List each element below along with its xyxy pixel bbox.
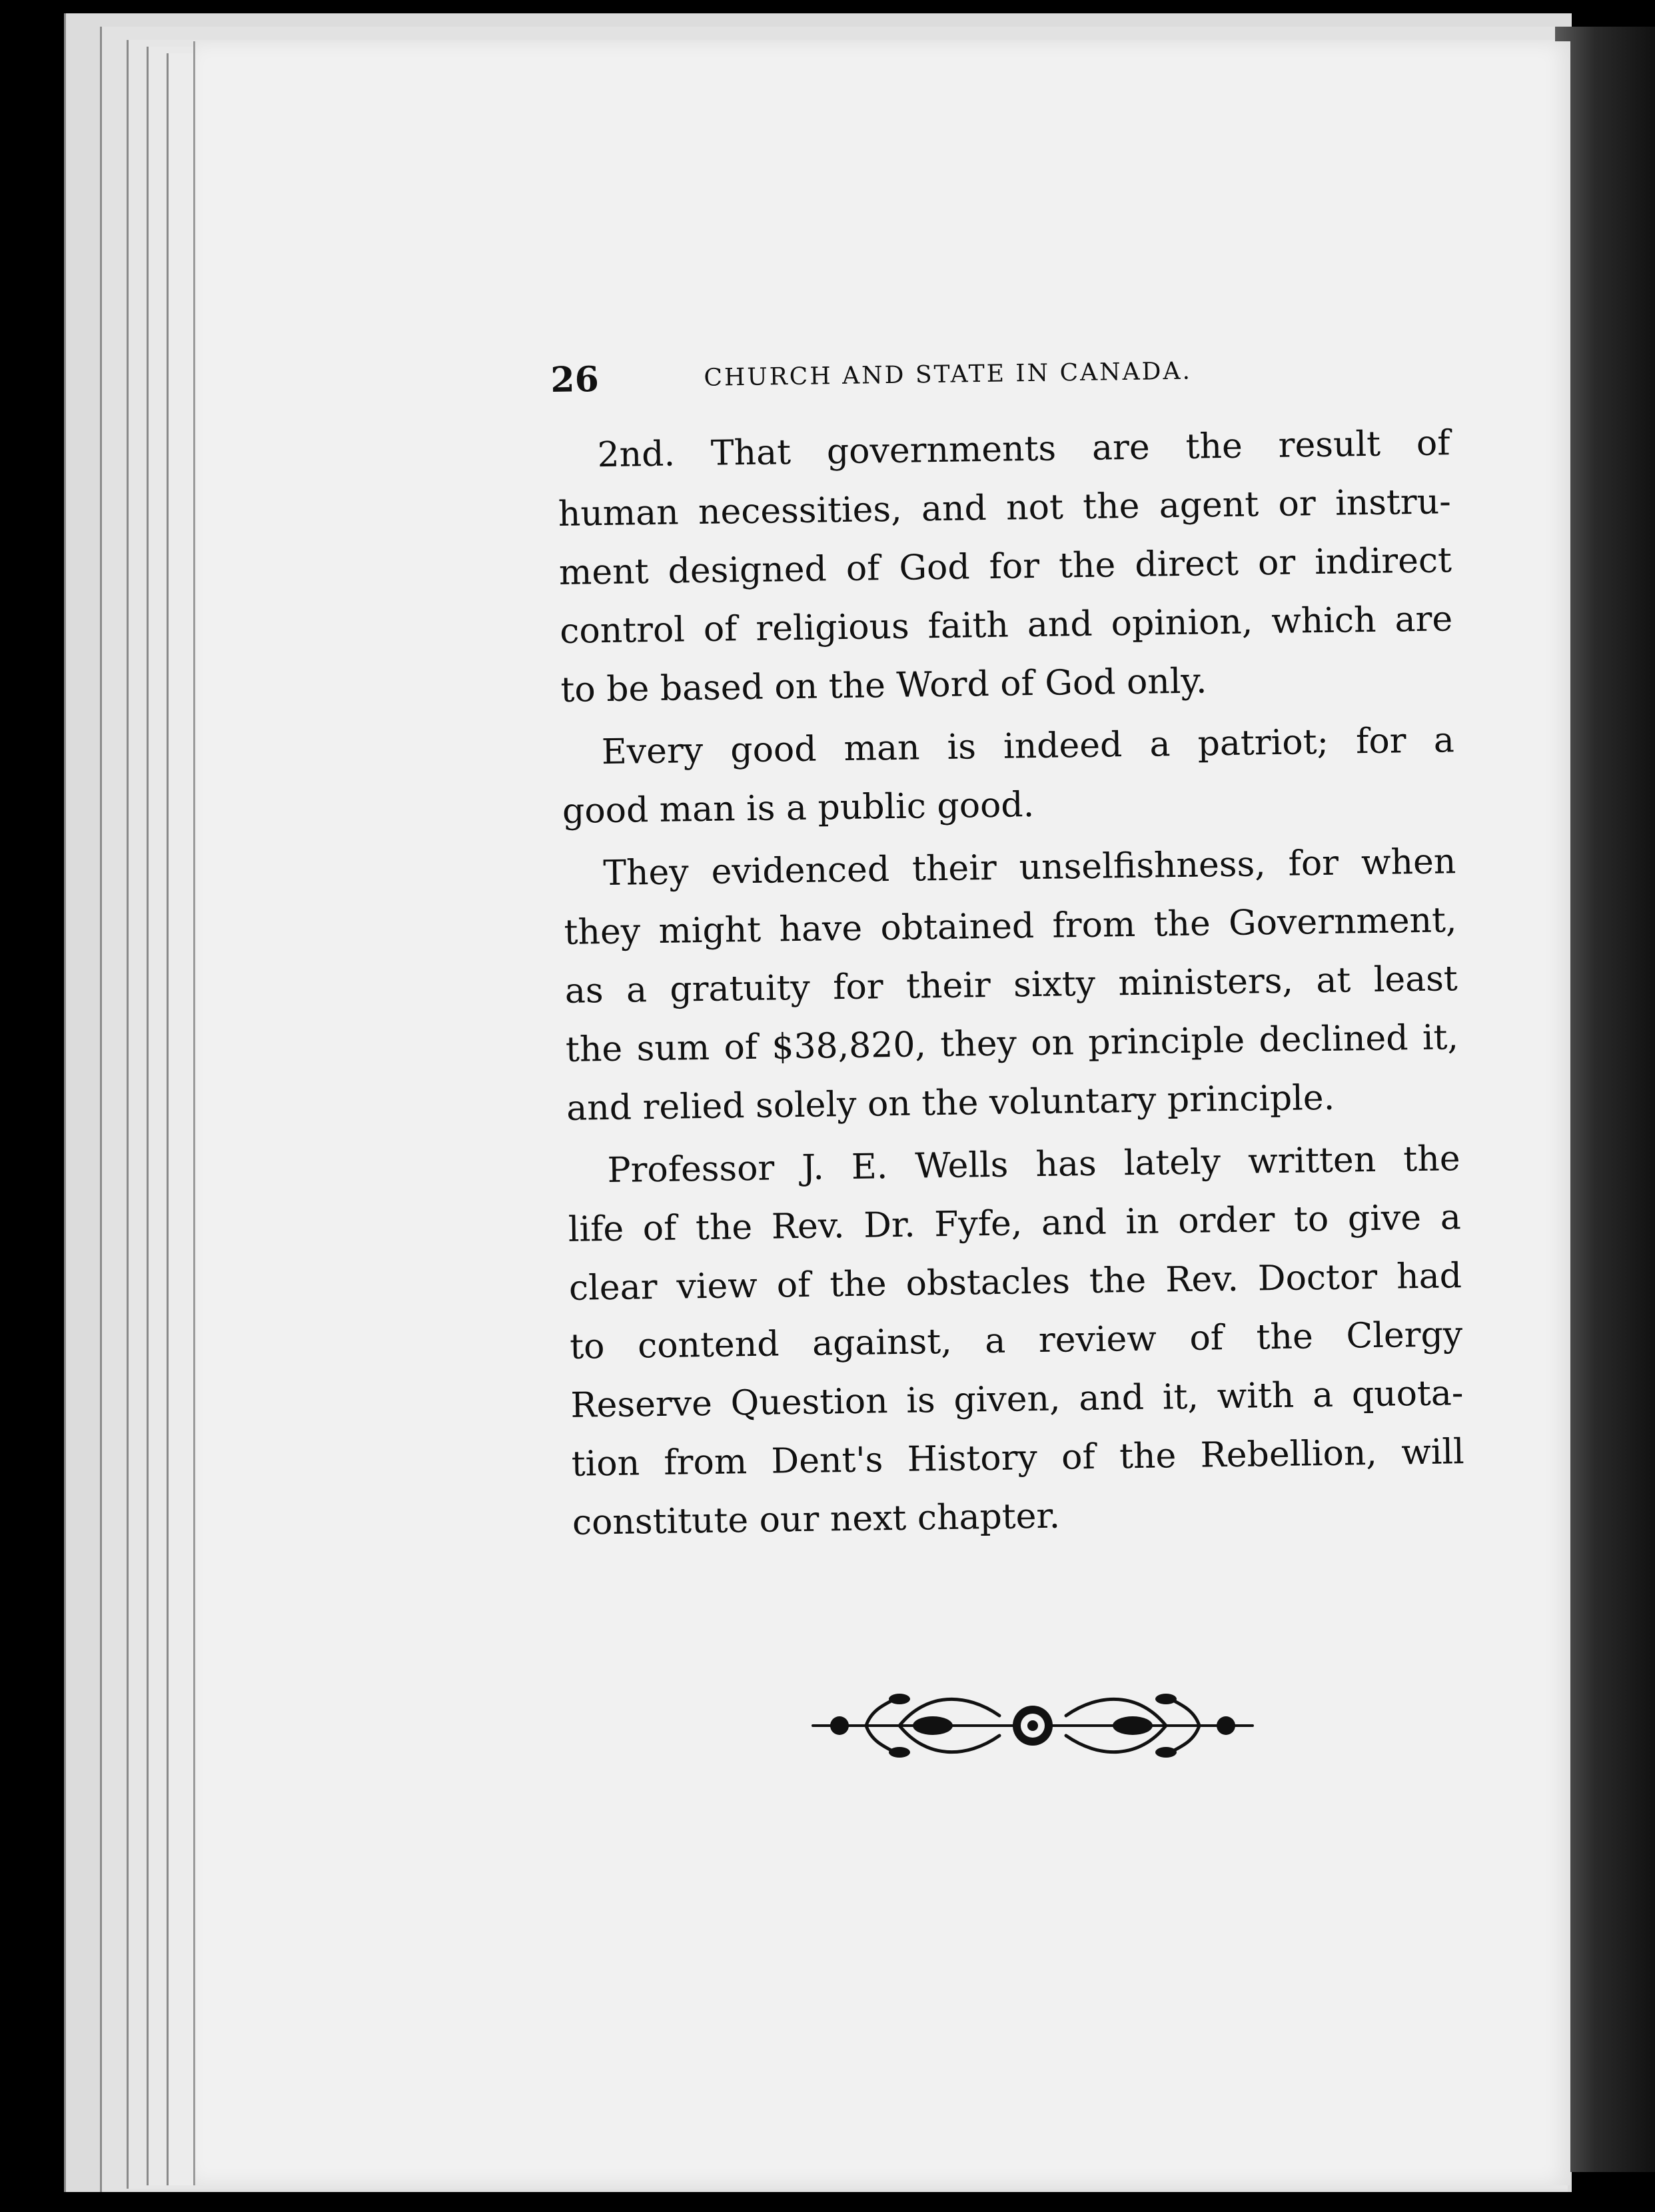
text-line: and relied solely on the voluntary principle. (566, 1077, 1335, 1129)
text-line: as a gratuity for their sixty ministers, at least (564, 959, 1458, 1011)
text-line: they might have obtained from the Government, (564, 900, 1457, 953)
floral-tailpiece-icon (800, 1686, 1266, 1766)
body-text (557, 414, 1466, 1556)
paragraph (563, 832, 1460, 1138)
text-line: Reserve Question is given, and it, with a quota- (570, 1373, 1464, 1426)
text-line: to contend against, a review of the Clergy (569, 1315, 1463, 1367)
page-number: 26 (550, 358, 600, 400)
text-line: Every good man is indeed a patriot; for a (601, 720, 1455, 773)
paragraph (557, 414, 1454, 720)
text-line: control of religious faith and opinion, which are (559, 599, 1453, 652)
text-line: 2nd. That governments are the result of (597, 423, 1450, 476)
text-line: constitute our next chapter. (572, 1496, 1061, 1543)
paragraph (561, 711, 1455, 841)
text-line: human necessities, and not the agent or instru- (558, 482, 1452, 534)
paragraph (567, 1129, 1465, 1552)
text-line: to be based on the Word of God only. (560, 661, 1207, 710)
text-line: ment designed of God for the direct or indirect (558, 540, 1452, 593)
text-line: tion from Dent's History of the Rebellion, will (571, 1432, 1465, 1484)
running-head: CHURCH AND STATE IN CANADA. (704, 357, 1193, 392)
text-line: life of the Rev. Dr. Fyfe, and in order to give a (568, 1197, 1462, 1250)
text-line: They evidenced their unselfishness, for when (602, 841, 1456, 894)
text-line: Professor J. E. Wells has lately written the (607, 1139, 1460, 1191)
text-line: clear view of the obstacles the Rev. Doctor had (568, 1256, 1462, 1309)
text-line: the sum of $38,820, they on principle declined it, (565, 1017, 1459, 1070)
text-line: good man is a public good. (562, 785, 1035, 831)
